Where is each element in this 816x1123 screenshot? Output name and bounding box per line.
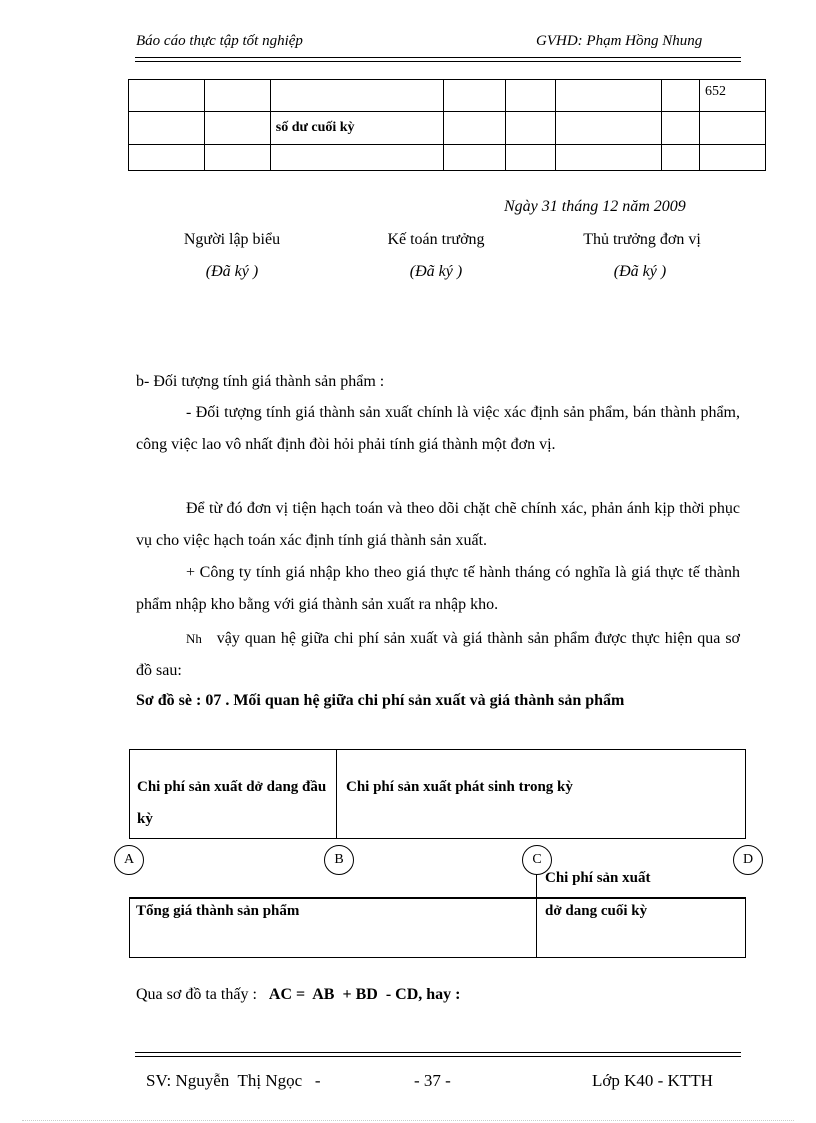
paragraph: Để từ đó đơn vị tiện hạch toán và theo dõi chặt chẽ chính xác, phản ánh kịp thời phục vụ cho việc hạch toán xác định tính giá thành sản xuất. [136,500,740,549]
paragraph: - Đối tượng tính giá thành sản xuất chính là việc xác định sản phẩm, bán thành phẩm, công việc lao vô nhất định đòi hỏi phải tính giá thành một đơn vị. [136,404,740,453]
diagram-border-right-bottom [745,897,746,958]
diagram-divider-top [336,749,337,838]
ledger-closing-balance-label: số dư cuối kỳ [270,112,444,145]
header-rule-top [135,57,741,58]
ledger-row [129,80,766,112]
diagram-divider-bottom [536,862,537,958]
diagram-border-bottom [129,957,746,958]
formula-tail: - CD, hay : [385,986,461,1003]
signature-chief-accountant: Kế toán trưởng [387,231,485,248]
footer-rule-top [135,1052,741,1053]
signed-note-preparer: (Đã ký ) [205,263,259,280]
signature-preparer: Người lập biểu [183,231,281,248]
formula-lead: Qua sơ đồ ta thấy : [136,986,257,1003]
footer-class: Lớp K40 - KTTH [592,1071,713,1090]
header-supervisor: GVHD: Phạm Hồng Nhung [536,33,703,49]
diagram-middle-line [129,838,746,839]
footer-rule-bottom [135,1056,741,1057]
diagram-border-top [129,749,746,750]
paragraph [136,623,740,687]
wip-ending-label-line2: dở dang cuối kỳ [545,903,648,919]
signed-note-head-of-unit: (Đã ký ) [613,263,667,280]
signature-date: Ngày 31 tháng 12 năm 2009 [504,198,686,215]
header-report-title: Báo cáo thực tập tốt nghiệp [136,33,303,49]
ledger-row [129,112,766,145]
section-heading: b- Đối tượng tính giá thành sản phẩm : [136,373,385,390]
ledger-table [128,79,766,171]
wip-ending-label-line1: Chi phí sản xuất [545,870,651,886]
paragraph-fragment: vậy quan hệ giữa chi phí sản xuất và giá thành sản phẩm được thực hiện qua sơ đồ sau: [136,630,741,679]
costs-incurred-label: Chi phí sản xuất phát sinh trong kỳ [346,779,573,795]
ledger-row [129,145,766,171]
footer-student: SV: Nguyễn Thị Ngọc - [146,1071,321,1090]
formula-expression: AC = AB + BD [268,986,378,1003]
footer-page-number: - 37 - [414,1071,451,1090]
wip-beginning-label: Chi phí sản xuất dở dang đầu kỳ [137,779,327,827]
diagram-caption: Sơ đồ sè : 07 . Mối quan hệ giữa chi phí sản xuất và giá thành sản phẩm [136,692,625,709]
point-d-marker: D [733,845,763,875]
paragraph: + Công ty tính giá nhập kho theo giá thực tế hành tháng có nghĩa là giá thực tế thành phẩm nhập kho bằng với giá thành sản xuất ra nhập kho. [136,564,740,613]
ledger-account-code: 652 [700,80,766,112]
point-b-marker: B [324,845,354,875]
diagram-border-right-top [745,749,746,838]
diagram-border-left-top [129,749,130,838]
formula-line [136,986,460,1004]
signature-head-of-unit: Thủ trưởng đơn vị [583,231,701,248]
diagram-border-left-bottom [129,897,130,958]
header-rule-bottom [135,61,741,62]
point-c-marker: C [522,845,552,875]
paragraph-fragment: Nh [186,631,202,646]
signed-note-chief-accountant: (Đã ký ) [409,263,463,280]
point-a-marker: A [114,845,144,875]
total-cost-label: Tổng giá thành sản phẩm [136,903,300,919]
page-edge [22,1120,794,1121]
